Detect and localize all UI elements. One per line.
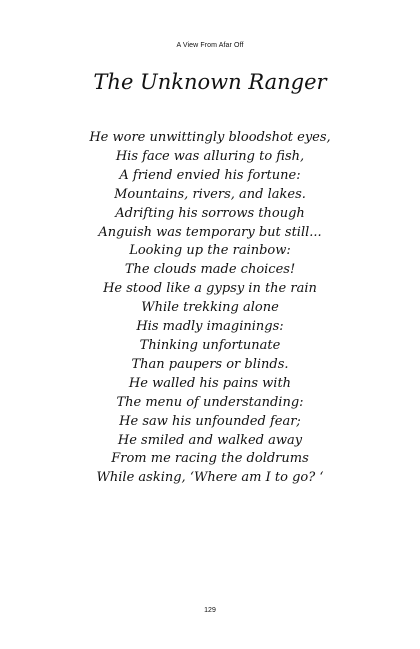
- poem-line: He stood like a gypsy in the rain: [103, 281, 317, 297]
- poem-line: He smiled and walked away: [117, 432, 303, 448]
- poem-line: From me racing the doldrums: [111, 451, 309, 467]
- poem-line: Looking up the rainbow:: [129, 243, 291, 259]
- poem-line: Thinking unfortunate: [139, 337, 281, 353]
- poem-line: He wore unwittingly bloodshot eyes,: [89, 130, 331, 145]
- poem-title: The Unknown Ranger: [93, 70, 327, 94]
- poem-line: He walled his pains with: [128, 375, 292, 391]
- page-number: 129: [204, 607, 216, 614]
- poem-line: While asking, ‘Where am I to go? ‘: [96, 470, 324, 486]
- poem-line: The menu of understanding:: [116, 394, 304, 410]
- running-header: A View From Afar Off: [176, 42, 244, 49]
- poem-line: He saw his unfounded fear;: [119, 413, 301, 429]
- poem-line: Anguish was temporary but still...: [98, 224, 322, 240]
- poem-line: Mountains, rivers, and lakes.: [114, 186, 306, 202]
- poem-line: Adrifting his sorrows though: [115, 205, 305, 221]
- poem-line: While trekking alone: [141, 300, 279, 316]
- poem-line: A friend envied his fortune:: [119, 167, 301, 183]
- poem-line: His face was alluring to fish,: [115, 148, 305, 164]
- poem-line: His madly imaginings:: [136, 319, 284, 335]
- poem-line: The clouds made choices!: [124, 262, 296, 278]
- poem-line: Than paupers or blinds.: [131, 356, 289, 372]
- poem-body: [0, 129, 420, 488]
